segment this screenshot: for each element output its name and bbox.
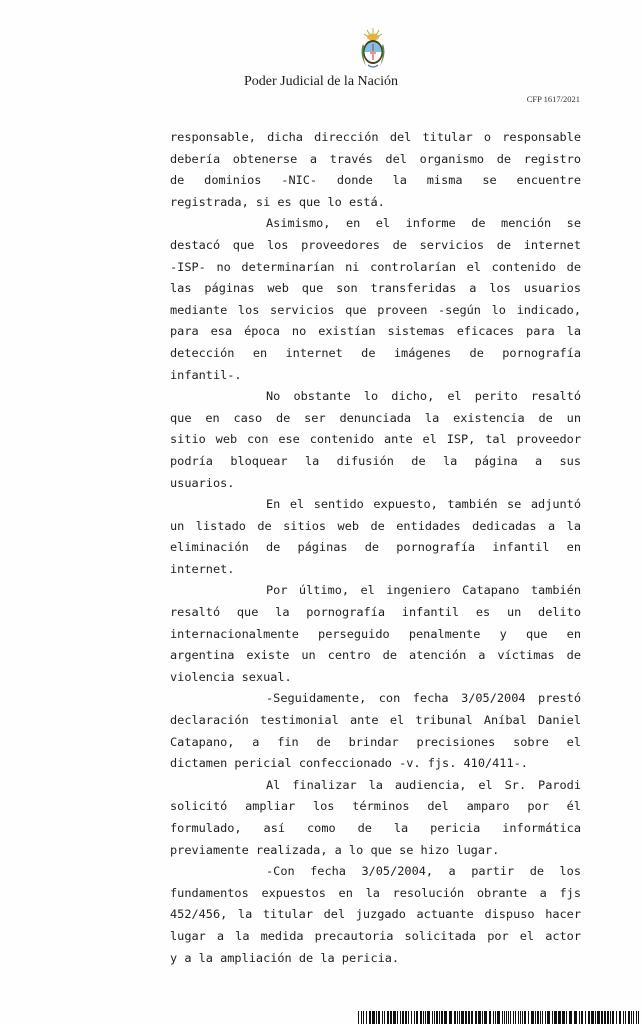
body-line: violencia sexual. — [170, 669, 292, 684]
body-line: -Seguidamente, con fecha 3/05/2004 prestó — [266, 691, 581, 706]
body-line: formulado, así como de la pericia informática — [170, 821, 581, 835]
body-line: podría bloquear la difusión de la página a sus — [170, 453, 581, 468]
body-line: 452/456, la titular del juzgado actuante dispuso hacer — [170, 907, 581, 922]
body-line: registrada, si es que lo está. — [170, 194, 385, 209]
body-line: responsable, dicha dirección del titular o responsable — [170, 130, 581, 144]
case-number: CFP 1617/2021 — [526, 94, 580, 104]
barcode-icon — [356, 1011, 642, 1024]
body-line: Por último, el ingeniero Catapano también — [266, 583, 581, 598]
body-line: lugar a la medida precautoria solicitada por el actor — [170, 928, 581, 943]
document-body — [170, 127, 581, 969]
body-line: declaración testimonial ante el tribunal Aníbal Daniel — [170, 713, 581, 728]
body-line: para esa época no existían sistemas eficaces para la — [170, 324, 581, 339]
body-line: mediante los servicios que proveen -según lo indicado, — [170, 302, 581, 317]
body-line: y a la ampliación de la pericia. — [170, 950, 400, 965]
body-line: usuarios. — [170, 475, 235, 490]
body-line: Catapano, a fin de brindar precisiones sobre el — [170, 734, 581, 749]
body-line: No obstante lo dicho, el perito resaltó — [266, 389, 581, 404]
body-line: internacionalmente perseguido penalmente y que en — [170, 626, 581, 641]
body-line: previamente realizada, a lo que se hizo lugar. — [170, 842, 500, 857]
body-line: En el sentido expuesto, también se adjuntó — [266, 497, 581, 512]
body-line: sitio web con ese contenido ante el ISP, tal proveedor — [170, 432, 581, 447]
body-line: fundamentos expuestos en la resolución obrante a fjs — [170, 885, 581, 900]
body-line: Al finalizar la audiencia, el Sr. Parodi — [266, 777, 581, 792]
body-line: dictamen pericial confeccionado -v. fjs. 410/411-. — [170, 756, 528, 771]
body-line: infantil-. — [170, 367, 242, 382]
body-line: internet. — [170, 561, 235, 576]
body-line: debería obtenerse a través del organismo de registro — [170, 151, 581, 166]
body-line: destacó que los proveedores de servicios de internet — [170, 237, 581, 252]
body-line: Asimismo, en el informe de mención se — [266, 216, 581, 231]
body-line: un listado de sitios web de entidades dedicadas a la — [170, 518, 581, 533]
court-name: Poder Judicial de la Nación — [244, 74, 398, 89]
argentine-coat-of-arms-icon — [358, 26, 388, 70]
body-line: detección en internet de imágenes de pornografía — [170, 345, 581, 360]
body-line: eliminación de páginas de pornografía infantil en — [170, 540, 581, 555]
body-line: las páginas web que son transferidas a los usuarios — [170, 281, 581, 296]
body-line: solicitó ampliar los términos del amparo por él — [170, 799, 581, 814]
body-line: argentina existe un centro de atención a víctimas de — [170, 648, 581, 663]
body-line: -ISP- no determinarían ni controlarían el contenido de — [170, 259, 581, 274]
body-line: resaltó que la pornografía infantil es un delito — [170, 605, 581, 620]
body-line: de dominios -NIC- donde la misma se encuentre — [170, 173, 581, 188]
body-line: que en caso de ser denunciada la existencia de un — [170, 410, 581, 425]
body-line: -Con fecha 3/05/2004, a partir de los — [266, 864, 581, 879]
